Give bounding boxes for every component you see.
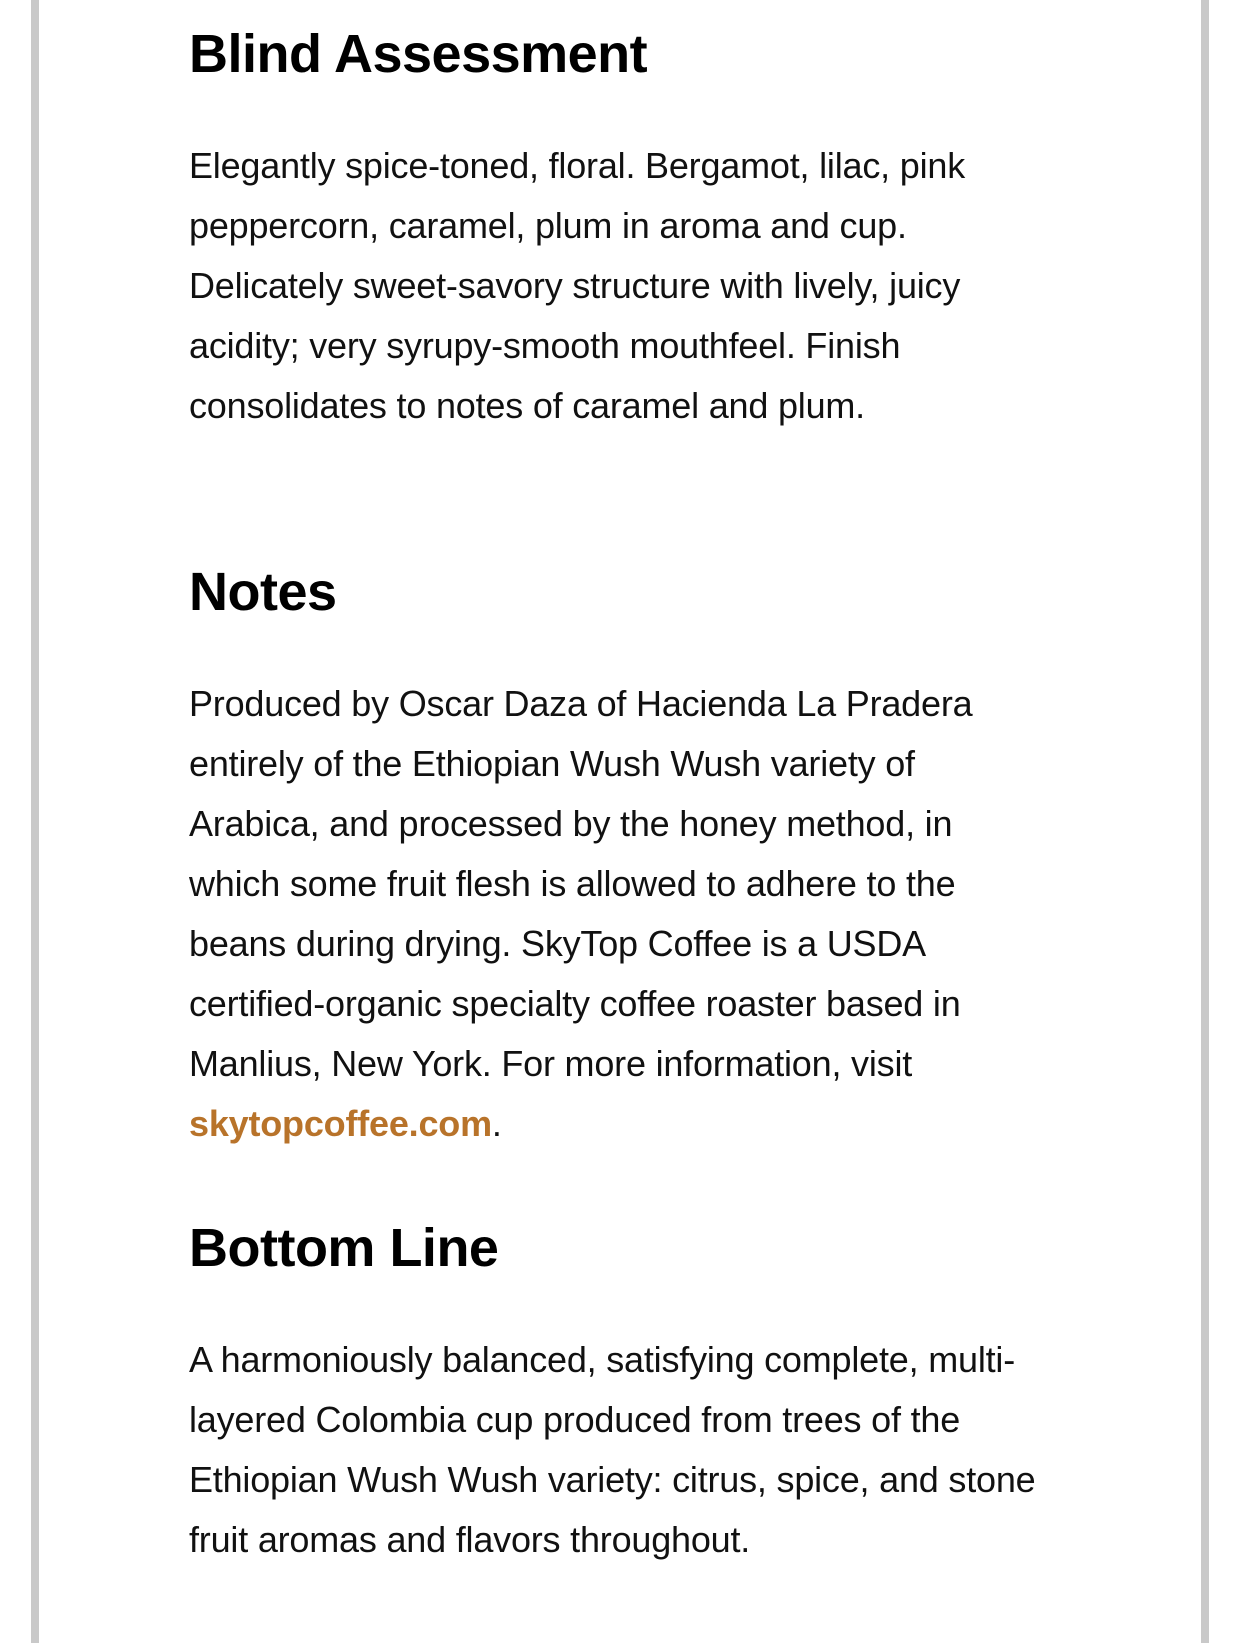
notes-text [189,674,1049,1154]
right-border-rail [1201,0,1209,1643]
bottom-line-text: A harmoniously balanced, satisfying complete, multi-layered Colombia cup produced from trees of the Ethiopian Wush Wush variety: citrus, spice, and stone fruit aromas and flavors throughout. [189,1339,1036,1560]
notes-heading: Notes [189,562,337,622]
left-border-rail [31,0,39,1643]
notes-text-end: . [491,1103,502,1144]
blind-assessment-heading: Blind Assessment [189,24,648,84]
bottom-line-heading: Bottom Line [189,1218,499,1278]
notes-text-main: Produced by Oscar Daza of Hacienda La Pradera entirely of the Ethiopian Wush Wush variety of Arabica, and processed by the honey method, in which some fruit flesh is allowed to adhere to the beans during drying. SkyTop Coffee is a USDA certified-organic specialty coffee roaster based in Manlius, New York. For more information, visit [189,683,973,1084]
skytopcoffee-link[interactable]: skytopcoffee.com [189,1103,492,1144]
blind-assessment-text: Elegantly spice-toned, floral. Bergamot, lilac, pink peppercorn, caramel, plum in aroma and cup. Delicately sweet-savory structure with lively, juicy acidity; very syrupy-smooth mouthfeel. Finish consolidates to notes of caramel and plum. [189,145,965,426]
